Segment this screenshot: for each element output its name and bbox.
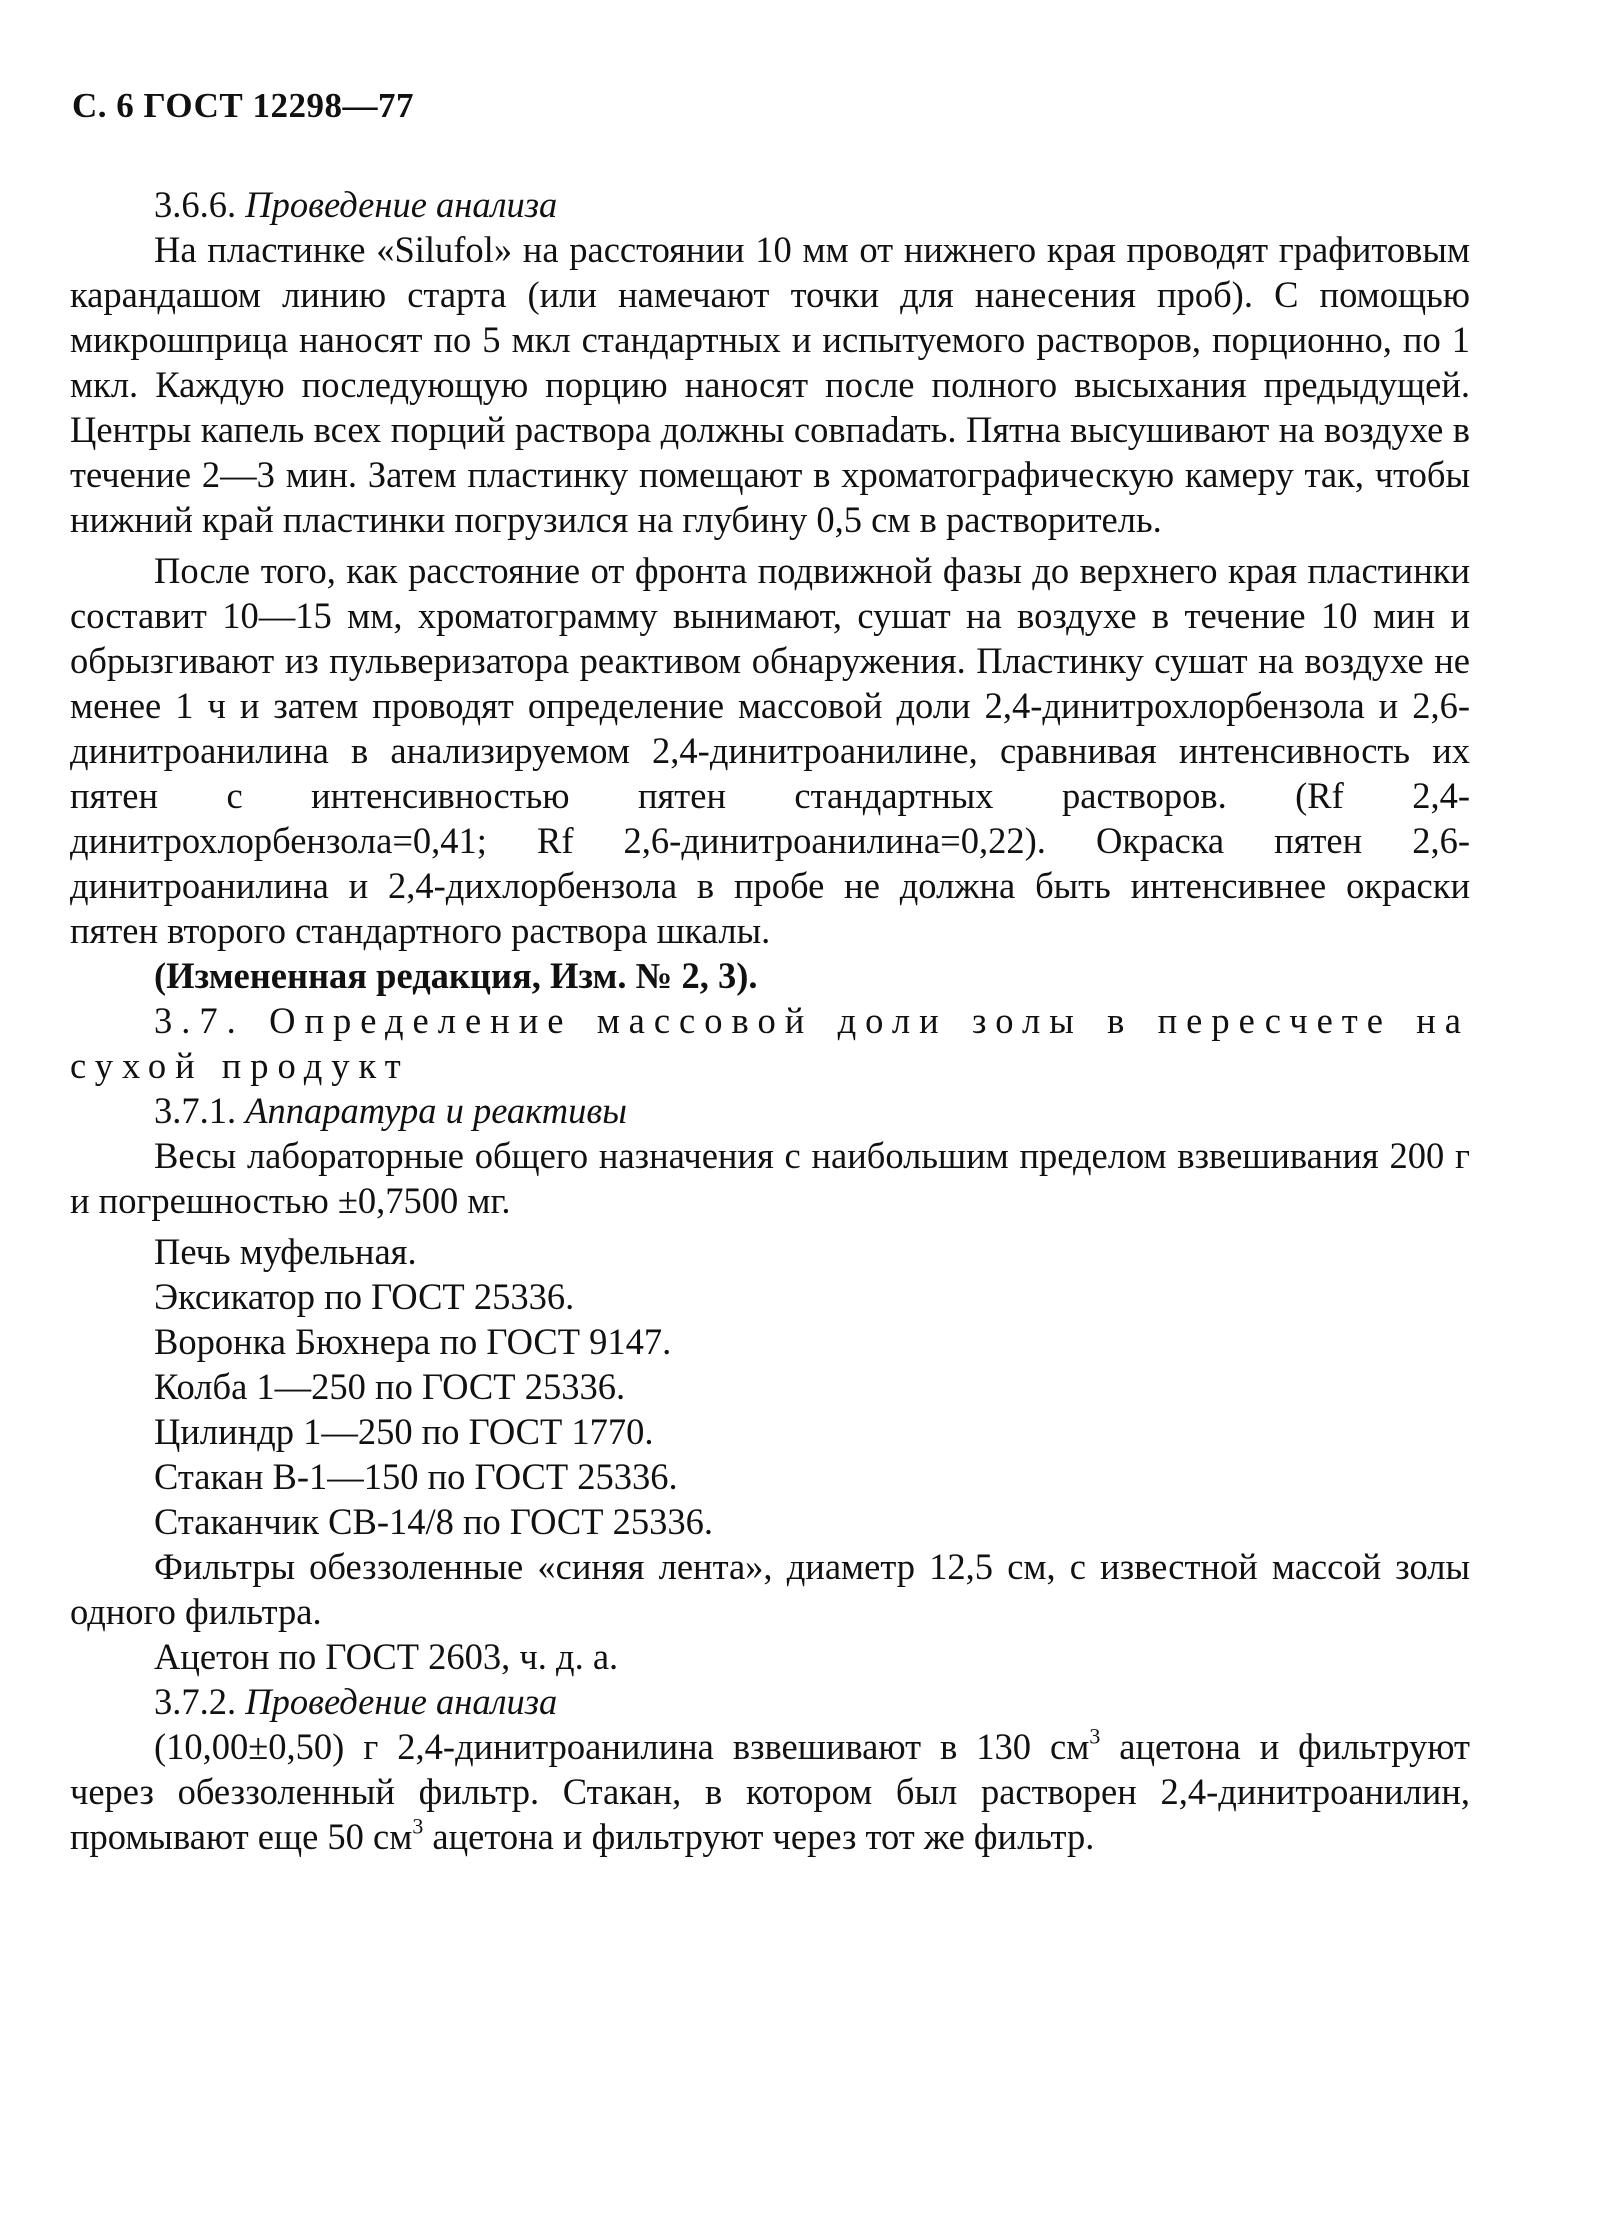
document-body: [70, 182, 1470, 1859]
section-title: Проведение анализа: [245, 184, 558, 225]
section-number: 3.7.2.: [154, 1681, 237, 1722]
section-title: Проведение анализа: [245, 1681, 558, 1722]
section-3-6-6-heading: [70, 182, 1470, 227]
section-3-7-1-heading: [70, 1088, 1470, 1133]
list-item: Печь муфельная.: [154, 1231, 417, 1272]
section-3-7-2-heading: [70, 1679, 1470, 1724]
paragraph: После того, как расстояние от фронта подвижной фазы до верхнего края пластинки составит 10—15 мм, хроматограмму вынимают, сушат на воздухе в течение 10 мин и обрызгивают из пульверизатора реактивом обнаружения. Пластинку сушат на воздухе не менее 1 ч и затем проводят определение массовой доли 2,4-динитрохлорбензола и 2,6-динитроанилина в анализируемом 2,4-динитроанилине, сравнивая интенсивность их пятен с интенсивностью пятен стандартных растворов. (Rf 2,4-динитрохлорбензола=0,41; Rf 2,6-динитроанилина=0,22). Окраска пятен 2,6-динитроанилина и 2,4-дихлорбензола в пробе не должна быть интенсивнее окраски пятен второго стандартного раствора шкалы.: [70, 550, 1470, 951]
list-item: Фильтры обеззоленные «синяя лента», диаметр 12,5 см, с известной массой золы одного фильтра.: [70, 1546, 1470, 1632]
superscript: 3: [412, 1813, 424, 1839]
list-item: Колба 1—250 по ГОСТ 25336.: [154, 1366, 626, 1407]
paragraph: [70, 1724, 1470, 1859]
list-item: Стакан В-1—150 по ГОСТ 25336.: [154, 1456, 678, 1497]
section-number: 3.6.6.: [154, 184, 237, 225]
list-item: Весы лабораторные общего назначения с наибольшим пределом взвешивания 200 г и погрешностью ±0,7500 мг.: [70, 1135, 1470, 1221]
section-3-7-heading: [70, 998, 1470, 1088]
amendment-note: (Измененная редакция, Изм. № 2, 3).: [154, 955, 758, 996]
page-header: С. 6 ГОСТ 12298—77: [72, 86, 414, 125]
section-title: Аппаратура и реактивы: [245, 1090, 627, 1131]
section-title: Определение массовой доли золы в пересчете на сухой продукт: [70, 1000, 1471, 1086]
paragraph: На пластинке «Silufol» на расстоянии 10 мм от нижнего края проводят графитовым карандашом линию старта (или намечают точки для нанесения проб). С помощью микрошприца наносят по 5 мкл стандартных и испытуемого растворов, порционно, по 1 мкл. Каждую последующую порцию наносят после полного высыхания предыдущей. Центры капель всех порций раствора должны совпаdать. Пятна высушивают на воздухе в течение 2—3 мин. Затем пластинку помещают в хроматографическую камеру так, чтобы нижний край пластинки погрузился на глубину 0,5 см в растворитель.: [70, 229, 1470, 540]
section-number: 3.7.: [154, 1000, 245, 1041]
section-number: 3.7.1.: [154, 1090, 237, 1131]
superscript: 3: [1089, 1723, 1101, 1749]
list-item: Стаканчик СВ-14/8 по ГОСТ 25336.: [154, 1501, 714, 1542]
list-item: Воронка Бюхнера по ГОСТ 9147.: [154, 1321, 672, 1362]
text-run: ацетона и фильтруют через тот же фильтр.: [423, 1816, 1095, 1857]
list-item: Цилиндр 1—250 по ГОСТ 1770.: [154, 1411, 654, 1452]
list-item: Ацетон по ГОСТ 2603, ч. д. а.: [154, 1636, 619, 1677]
text-run: ацетона и фильтруют через обеззоленный фильтр. Стакан, в котором был растворен 2,4-динитроанилин, промывают еще 50 см: [70, 1726, 1470, 1857]
text-run: (10,00±0,50) г 2,4-динитроанилина взвешивают в 130 см: [154, 1726, 1090, 1767]
list-item: Эксикатор по ГОСТ 25336.: [154, 1276, 575, 1317]
